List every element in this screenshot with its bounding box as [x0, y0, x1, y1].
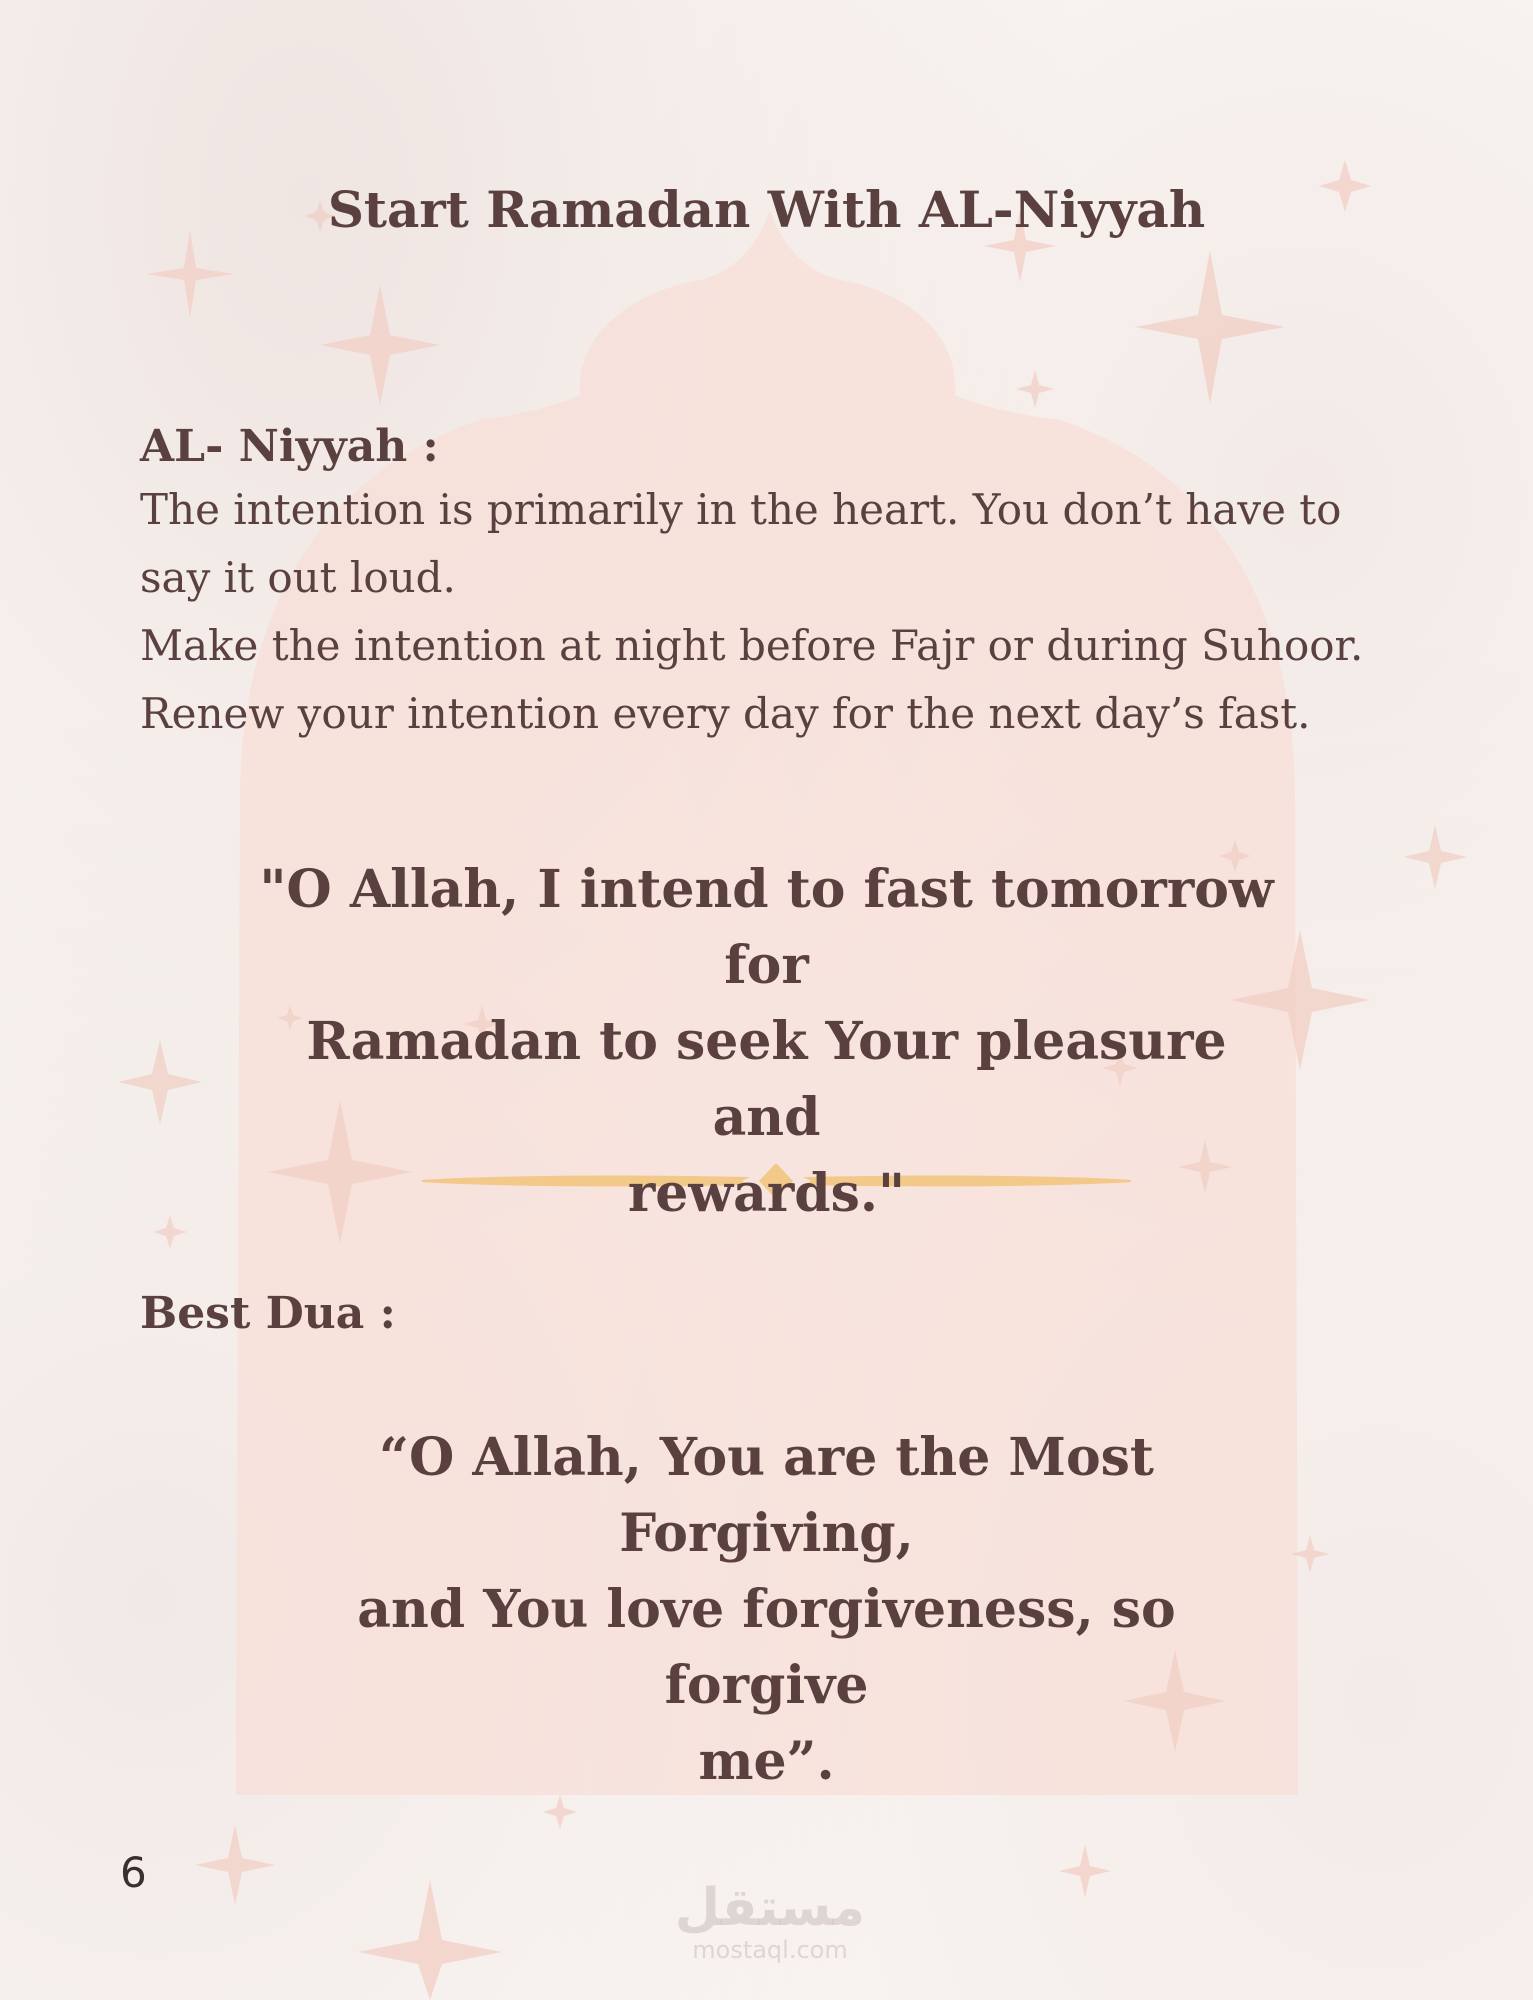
niyyah-heading: AL- Niyyah : — [140, 421, 439, 472]
sparkle-icon — [118, 1040, 202, 1124]
best-dua-quote-line: and You love forgiveness, so forgive — [357, 1579, 1176, 1716]
niyyah-section — [140, 418, 1440, 748]
intention-quote-line: rewards." — [627, 1163, 906, 1224]
best-dua-section — [140, 1285, 1440, 1343]
page-number: 6 — [120, 1848, 147, 1897]
sparkle-icon — [1059, 1845, 1111, 1897]
sparkle-icon — [195, 1825, 275, 1905]
watermark — [660, 1880, 880, 1964]
sparkle-icon — [358, 1880, 502, 2000]
best-dua-quote-line: “O Allah, You are the Most Forgiving, — [379, 1427, 1154, 1564]
sparkle-icon — [153, 1215, 187, 1249]
sparkle-icon — [146, 230, 234, 318]
niyyah-line: Make the intention at night before Fajr or during Suhoor. — [140, 621, 1364, 670]
watermark-logo: مستقل — [674, 1878, 866, 1938]
sparkle-icon — [1016, 370, 1054, 408]
sparkle-icon — [1135, 250, 1285, 404]
intention-quote-line: "O Allah, I intend to fast tomorrow for — [259, 859, 1274, 996]
intention-quote — [250, 852, 1283, 1232]
best-dua-quote — [250, 1420, 1283, 1800]
niyyah-line: Renew your intention every day for the next day’s fast. — [140, 689, 1311, 738]
sparkle-icon — [320, 285, 440, 405]
best-dua-heading: Best Dua : — [140, 1288, 396, 1339]
page-title: Start Ramadan With AL-Niyyah — [327, 180, 1206, 239]
watermark-url: mostaql.com — [692, 1936, 848, 1964]
sparkle-icon — [543, 1795, 577, 1829]
niyyah-line: say it out loud. — [140, 553, 456, 602]
sparkle-icon — [1403, 825, 1467, 889]
intention-quote-line: Ramadan to seek Your pleasure and — [306, 1011, 1227, 1148]
niyyah-line: The intention is primarily in the heart. You don’t have to — [140, 485, 1342, 534]
best-dua-quote-line: me”. — [698, 1731, 835, 1792]
